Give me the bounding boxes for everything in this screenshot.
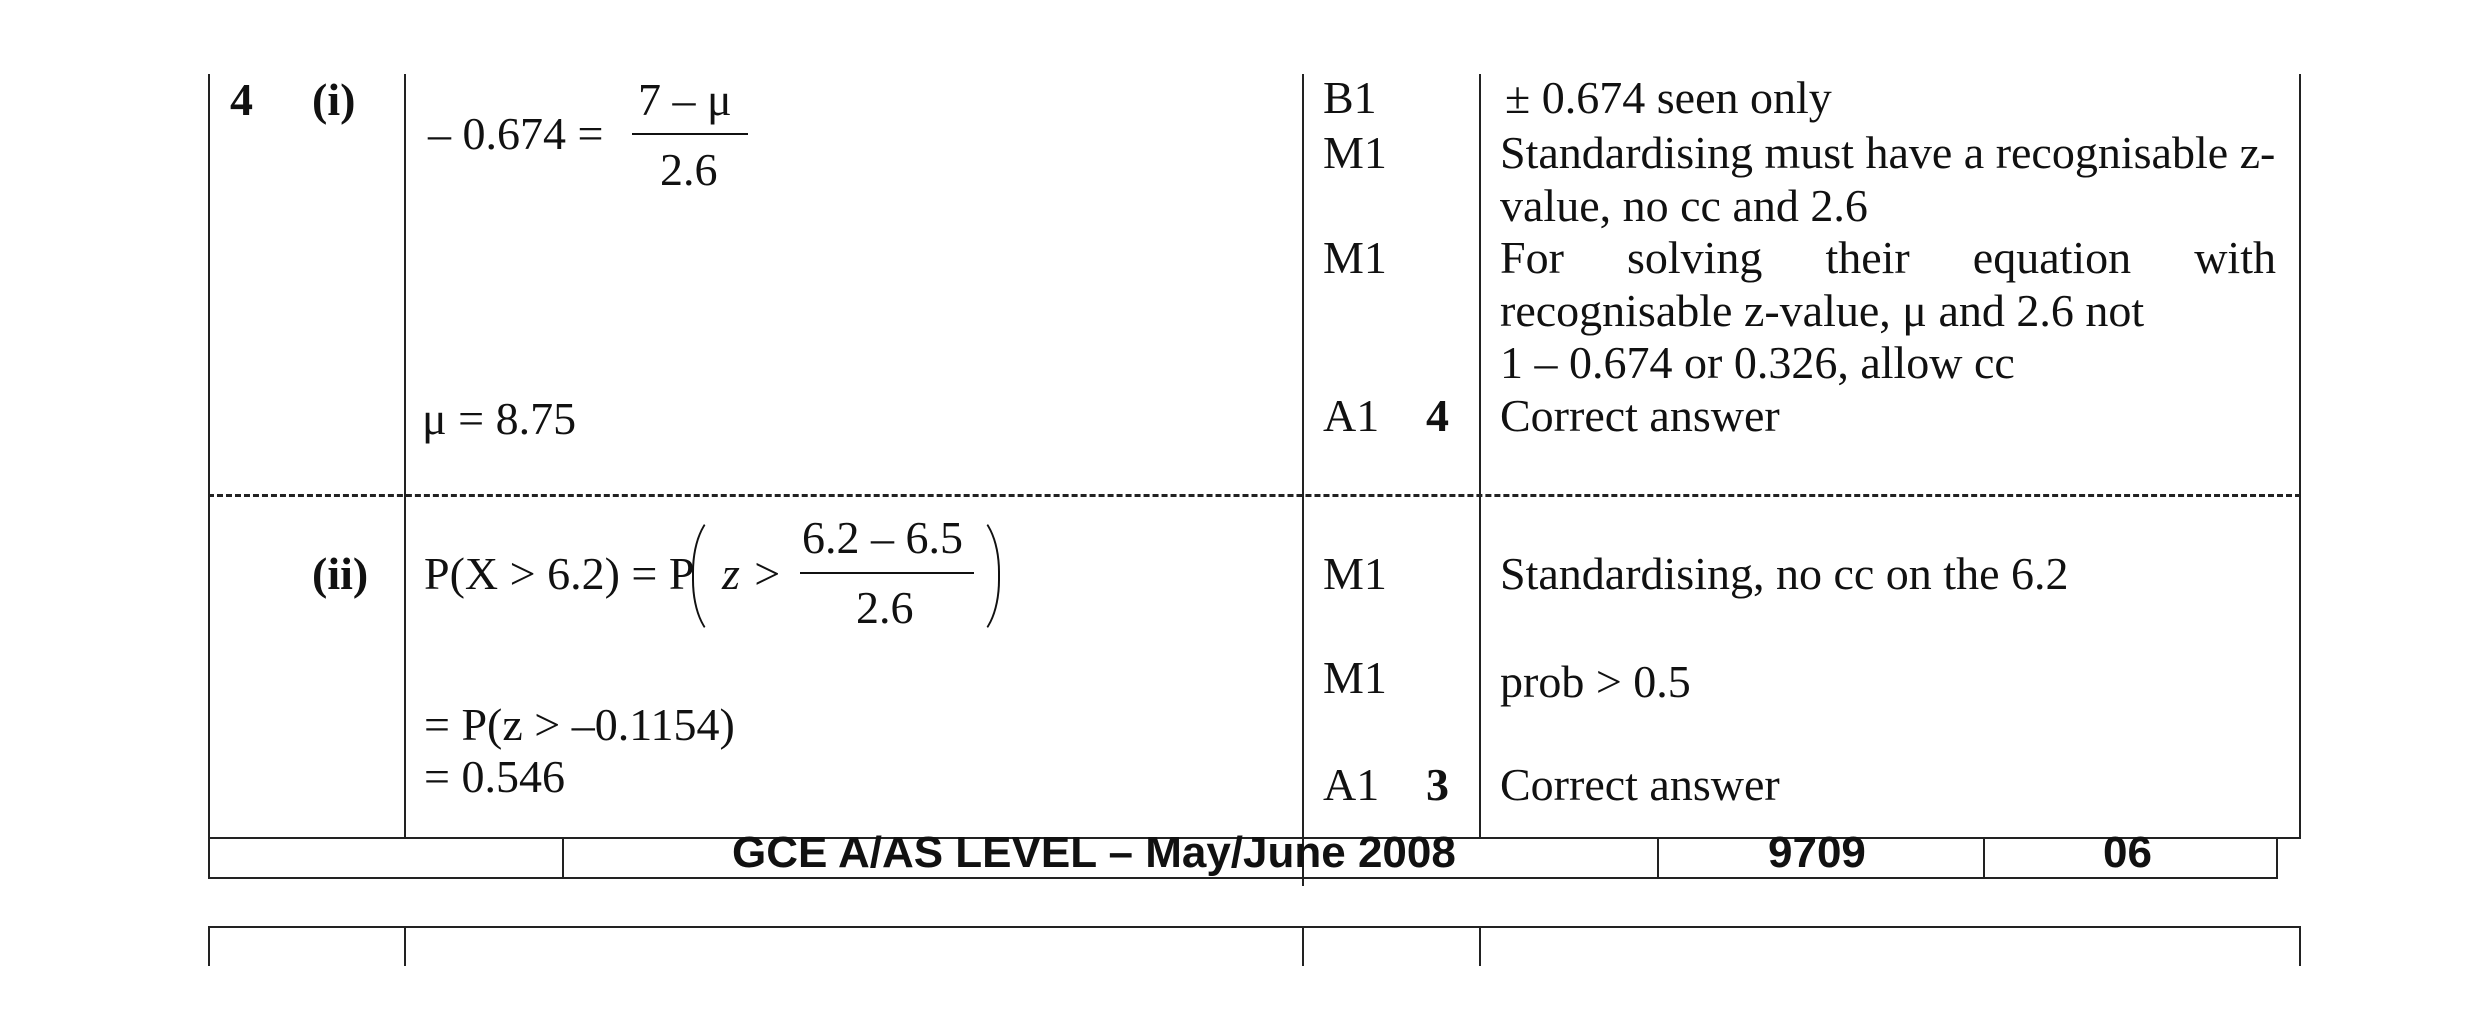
- table-divider-guidance: [1479, 74, 1481, 839]
- guidance-i-2-line1: Standardising must have a recognisable z-: [1500, 127, 2276, 178]
- next-table-divider-guidance: [1479, 926, 1481, 966]
- part-label-ii: (ii): [312, 548, 369, 599]
- guidance-i-2-line2: value, no cc and 2.6: [1500, 180, 1868, 231]
- next-table-divider-marks: [1302, 926, 1304, 966]
- guidance-i-4: Correct answer: [1500, 390, 1780, 441]
- mark-total-i: 4: [1426, 390, 1449, 441]
- mark-code-i-1: B1: [1323, 72, 1377, 123]
- next-table-right: [2299, 926, 2301, 966]
- question-number: 4: [230, 74, 253, 125]
- next-table-divider-working: [404, 926, 406, 966]
- working-ii-fraction-bar: [800, 572, 974, 574]
- footer-exam-title: GCE A/AS LEVEL – May/June 2008: [732, 828, 1456, 877]
- working-ii-right-paren: [968, 512, 1000, 640]
- mark-code-ii-3: A1: [1323, 759, 1380, 810]
- mark-code-i-4: A1: [1323, 390, 1380, 441]
- mark-code-ii-1: M1: [1323, 548, 1387, 599]
- table-border-right: [2299, 74, 2301, 839]
- working-ii-left-paren: [692, 512, 724, 640]
- working-ii-frac-num: 6.2 – 6.5: [802, 512, 963, 563]
- working-i-result: μ = 8.75: [422, 393, 577, 444]
- next-table-top: [208, 926, 2301, 928]
- guidance-i-3-line1: For solving their equation with: [1500, 232, 2276, 283]
- next-table-left: [208, 926, 210, 966]
- guidance-ii-3: Correct answer: [1500, 759, 1780, 810]
- part-separator-dashed: [208, 494, 2301, 497]
- working-i-fraction-bar: [632, 133, 748, 135]
- table-border-left: [208, 74, 210, 839]
- working-i-frac-den: 2.6: [660, 144, 718, 195]
- guidance-i-3-line3: 1 – 0.674 or 0.326, allow cc: [1500, 337, 2015, 388]
- footer-bar-bottom: [208, 877, 2278, 879]
- working-i-lhs: – 0.674 =: [428, 108, 604, 159]
- mark-total-ii: 3: [1426, 759, 1449, 810]
- mark-code-i-3: M1: [1323, 232, 1387, 283]
- footer-syllabus-code: 9709: [1768, 828, 1866, 877]
- footer-divider-left: [208, 837, 210, 879]
- mark-code-ii-2: M1: [1323, 652, 1387, 703]
- table-divider-working: [404, 74, 406, 839]
- working-ii-line3: = 0.546: [424, 751, 565, 802]
- footer-paper-number: 06: [2103, 828, 2152, 877]
- footer-divider-syllabus: [1657, 837, 1659, 879]
- part-label-i: (i): [312, 74, 356, 125]
- working-ii-line2: = P(z > –0.1154): [424, 699, 735, 750]
- footer-divider-right: [2276, 837, 2278, 879]
- footer-divider-title: [562, 837, 564, 879]
- working-ii-frac-den: 2.6: [856, 582, 914, 633]
- working-ii-lhs: P(X > 6.2) = P: [424, 548, 695, 599]
- working-i-frac-num: 7 – μ: [638, 74, 732, 125]
- mark-code-i-2: M1: [1323, 127, 1387, 178]
- footer-divider-paper: [1983, 837, 1985, 879]
- guidance-ii-2: prob > 0.5: [1500, 656, 1691, 707]
- working-ii-z: z >: [722, 548, 783, 599]
- guidance-i-1: ± 0.674 seen only: [1505, 72, 1832, 123]
- guidance-i-3-line2: recognisable z-value, μ and 2.6 not: [1500, 285, 2145, 336]
- table-divider-marks: [1302, 74, 1304, 886]
- guidance-ii-1: Standardising, no cc on the 6.2: [1500, 548, 2069, 599]
